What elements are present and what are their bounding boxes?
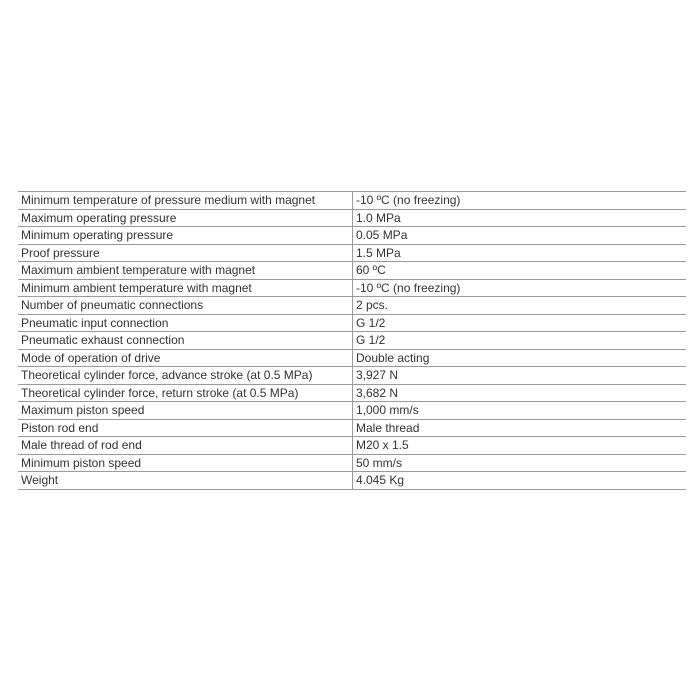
spec-label: Minimum operating pressure [18, 227, 353, 245]
table-row [18, 472, 686, 490]
table-row [18, 297, 686, 315]
spec-label: Theoretical cylinder force, return stroke (at 0.5 MPa) [18, 384, 353, 402]
table-row [18, 279, 686, 297]
spec-value: Double acting [353, 349, 687, 367]
table-row [18, 262, 686, 280]
spec-value: 2 pcs. [353, 297, 687, 315]
spec-label: Minimum temperature of pressure medium with magnet [18, 192, 353, 210]
spec-value: G 1/2 [353, 314, 687, 332]
spec-value: 3,682 N [353, 384, 687, 402]
spec-label: Maximum ambient temperature with magnet [18, 262, 353, 280]
table-row [18, 227, 686, 245]
spec-label: Piston rod end [18, 419, 353, 437]
table-row [18, 332, 686, 350]
spec-value: 0.05 MPa [353, 227, 687, 245]
table-row [18, 419, 686, 437]
table-row [18, 384, 686, 402]
spec-label: Maximum operating pressure [18, 209, 353, 227]
table-row [18, 244, 686, 262]
spec-label: Maximum piston speed [18, 402, 353, 420]
table-row [18, 454, 686, 472]
table-row [18, 367, 686, 385]
table-row [18, 192, 686, 210]
spec-value: 60 ºC [353, 262, 687, 280]
table-row [18, 314, 686, 332]
spec-label: Theoretical cylinder force, advance stroke (at 0.5 MPa) [18, 367, 353, 385]
spec-label: Minimum ambient temperature with magnet [18, 279, 353, 297]
spec-value: 3,927 N [353, 367, 687, 385]
spec-label: Pneumatic exhaust connection [18, 332, 353, 350]
spec-value: G 1/2 [353, 332, 687, 350]
table-row [18, 349, 686, 367]
spec-value: M20 x 1.5 [353, 437, 687, 455]
spec-label: Number of pneumatic connections [18, 297, 353, 315]
spec-value: -10 ºC (no freezing) [353, 279, 687, 297]
spec-label: Proof pressure [18, 244, 353, 262]
spec-label: Mode of operation of drive [18, 349, 353, 367]
spec-table [18, 191, 686, 490]
spec-label: Male thread of rod end [18, 437, 353, 455]
table-row [18, 402, 686, 420]
spec-value: Male thread [353, 419, 687, 437]
table-row [18, 437, 686, 455]
spec-value: 1.0 MPa [353, 209, 687, 227]
spec-label: Weight [18, 472, 353, 490]
spec-value: 50 mm/s [353, 454, 687, 472]
spec-value: -10 ºC (no freezing) [353, 192, 687, 210]
spec-value: 4.045 Kg [353, 472, 687, 490]
table-row [18, 209, 686, 227]
spec-label: Pneumatic input connection [18, 314, 353, 332]
spec-table-body [18, 192, 686, 490]
spec-value: 1,000 mm/s [353, 402, 687, 420]
spec-value: 1.5 MPa [353, 244, 687, 262]
spec-label: Minimum piston speed [18, 454, 353, 472]
